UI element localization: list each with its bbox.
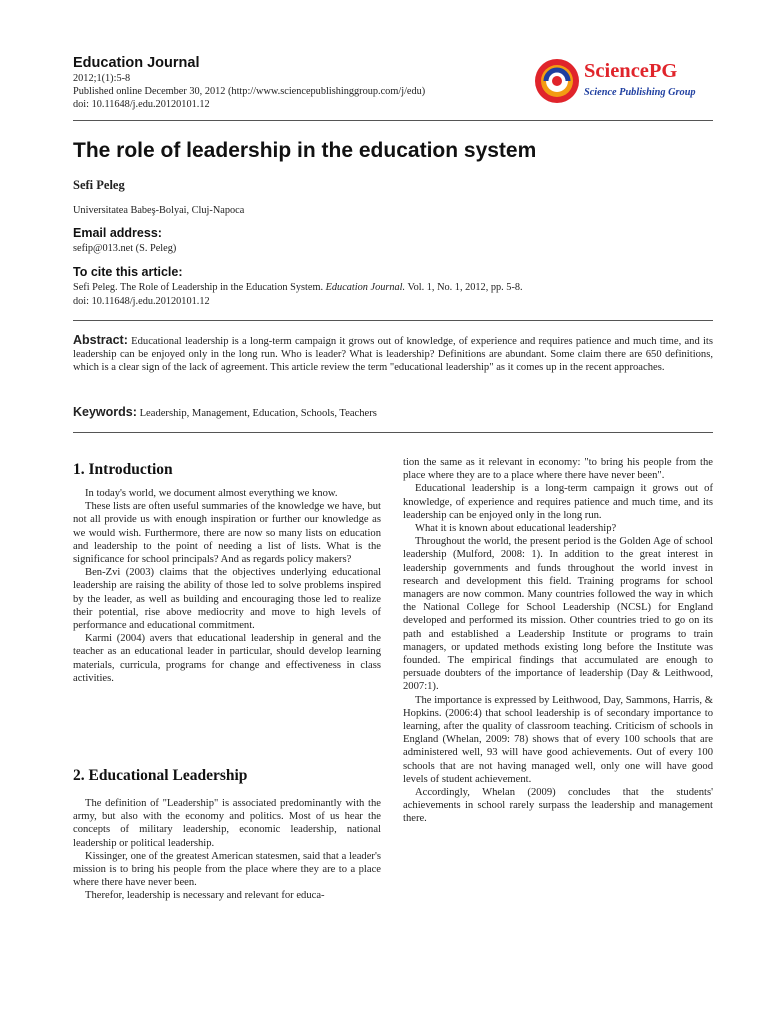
doi-line: doi: 10.11648/j.edu.20120101.12 xyxy=(73,99,210,110)
intro-heading: 1. Introduction xyxy=(73,461,173,478)
paragraph: In today's world, we document almost everything we know. xyxy=(85,488,338,499)
paragraph: tion the same as it relevant in economy: "to bring his people from the place where they are to a place where there have never been". xyxy=(403,457,713,482)
abstract xyxy=(73,334,713,374)
paragraph: These lists are often useful summaries of the knowledge we have, but not all provide us with enough inspiration or further our knowledge as we would wish. Furthermore, there are now so many lists on education and leadership to the point of needing a list of lists. What is the significance for school principals? And as regards policy makers? xyxy=(73,501,381,566)
affiliation: Universitatea Babeş-Bolyai, Cluj-Napoca xyxy=(73,205,245,216)
leadership-body xyxy=(73,797,381,903)
cite-reference xyxy=(73,281,523,294)
publisher-logo xyxy=(532,56,707,108)
keywords xyxy=(73,405,377,419)
paragraph: The definition of "Leadership" is associated predominantly with the army, but also with the economy and politics. Most of us hear the concepts of military leadership, economic leadership, national leadership or political leadership. xyxy=(73,798,381,849)
keywords-label: Keywords: xyxy=(73,405,137,419)
journal-title: Education Journal xyxy=(73,55,200,71)
paragraph: What it is known about educational leadership? xyxy=(415,523,617,535)
header-divider xyxy=(73,120,713,121)
citation-line: 2012;1(1):5-8 xyxy=(73,73,131,84)
paragraph: Throughout the world, the present period is the Golden Age of school leadership (Mulford, 2008: 1). In addition to the great interest in leadership governments and funds throughout the world invest in research and development this field. Training programs for school managers are now common. Many countries followed the way in which the National College for School Leadership (NCSL) for England developed and performed its mission. Other countries tried to go on its path and established a Leadership Institute or programs to train managers, or updated methods existing long before the Institute was founded. The empirical findings that accumulated are enough to persuade doubters of the importance of leadership (Day & Leithwood, 2007:1). xyxy=(403,536,713,693)
cite-text: Sefi Peleg. The Role of Leadership in the Education System. xyxy=(73,282,326,293)
paragraph: Ben-Zvi (2003) claims that the objectives underlying educational leadership are raising the ability of those led to solve problems inspired by the leader, as well as building and encouraging those led to realize their potential, rise above mediocrity and move to high levels of performance and educational commitment. xyxy=(73,567,381,632)
paragraph: Accordingly, Whelan (2009) concludes that the students' achievements in school rarely surpass the leadership and management there. xyxy=(403,787,713,825)
author-name: Sefi Peleg xyxy=(73,178,125,192)
paragraph: Kissinger, one of the greatest American statesmen, said that a leader's mission is to bring his people from the place where they are to a place where there have never been. xyxy=(73,850,381,889)
cite-journal: Education Journal. xyxy=(325,282,406,293)
paper-title: The role of leadership in the education system xyxy=(73,139,537,162)
paragraph: Karmi (2004) avers that educational leadership in general and the teacher as an educational leader in particular, should develop learning materials, curricula, programs for change and effectiveness in class activities. xyxy=(73,633,381,684)
logo-subtitle: Science Publishing Group xyxy=(584,87,696,98)
paragraph: The importance is expressed by Leithwood, Day, Sammons, Harris, & Hopkins. (2006:4) that school leadership is of secondary importance to learning, after the quality of classroom teaching. Criticism of schools in England (Whelan, 2009: 78) shows that of every 100 schools that are administered well, 93 will have good achievements. Out of every 100 schools that are not having managed well, only one will have good levels of student achievement. xyxy=(403,694,713,785)
logo-swirl-icon xyxy=(532,56,582,106)
abstract-divider-top xyxy=(73,320,713,321)
email-value: sefip@013.net (S. Peleg) xyxy=(73,243,177,254)
email-heading: Email address: xyxy=(73,226,162,240)
leadership-heading: 2. Educational Leadership xyxy=(73,767,248,784)
abstract-text: Educational leadership is a long-term campaign it grows out of knowledge, of experience and requires patience and much time, and its leadership can be enjoyed only in the long run. Who is leader? What is leadership? Definitions are abundant. Some claim there are 650 definitions, which is a clear sign of the lack of agreement. This article review the term "educational leadership" as it comes up in the recent approaches. xyxy=(73,336,714,373)
logo-name: SciencePG xyxy=(584,60,678,82)
intro-body xyxy=(73,487,381,685)
cite-doi: doi: 10.11648/j.edu.20120101.12 xyxy=(73,296,210,307)
cite-heading: To cite this article: xyxy=(73,265,183,279)
cite-volume: Vol. 1, No. 1, 2012, pp. 5-8. xyxy=(405,282,523,293)
keywords-text: Leadership, Management, Education, Schools, Teachers xyxy=(139,408,377,419)
paragraph: Therefor, leadership is necessary and relevant for educa- xyxy=(85,890,325,902)
right-column-body xyxy=(403,456,713,826)
published-line: Published online December 30, 2012 (http://www.sciencepublishinggroup.com/j/edu) xyxy=(73,86,426,97)
paragraph: Educational leadership is a long-term campaign it grows out of knowledge, of experience and requires patience and much time, and its leadership can be enjoyed only in the long run. xyxy=(403,483,713,521)
abstract-label: Abstract: xyxy=(73,333,128,347)
abstract-divider-bottom xyxy=(73,432,713,433)
